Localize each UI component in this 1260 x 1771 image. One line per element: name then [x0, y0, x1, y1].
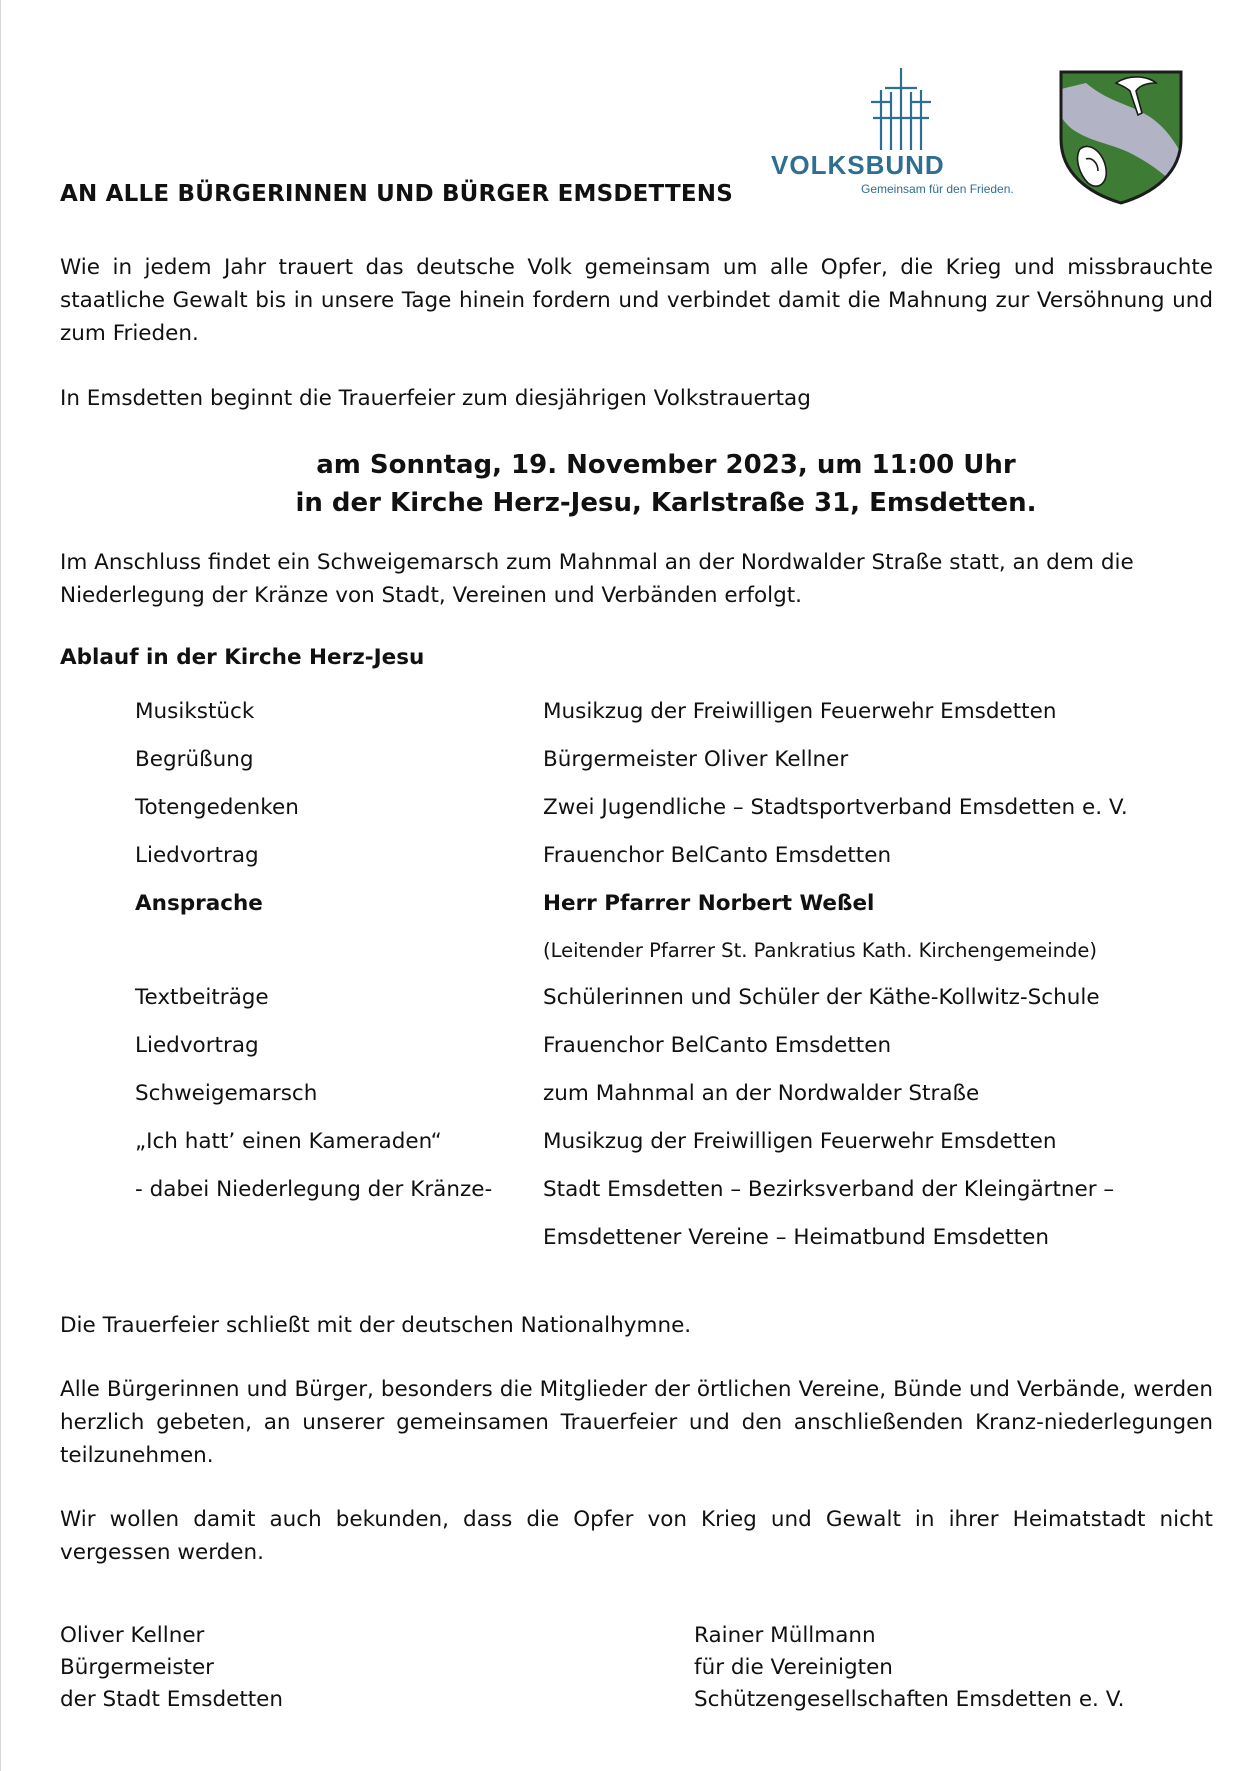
program-performer: Musikzug der Freiwilligen Feuerwehr Emsdetten [543, 699, 1057, 724]
crosses-icon [863, 66, 939, 152]
after-paragraph: Im Anschluss findet ein Schweigemarsch zum Mahnmal an der Nordwalder Straße statt, an dem die Niederlegung der Kränze von Stadt, Vereinen und Verbänden erfolgt. [60, 550, 1134, 608]
program-performer: Herr Pfarrer Norbert Weßel [543, 891, 875, 916]
program-performer: Zwei Jugendliche – Stadtsportverband Emsdetten e. V. [543, 795, 1128, 820]
begin-line: In Emsdetten beginnt die Trauerfeier zum diesjährigen Volkstrauertag [60, 386, 811, 411]
program-performer: Musikzug der Freiwilligen Feuerwehr Emsdetten [543, 1129, 1057, 1154]
program-row [135, 699, 1235, 747]
closing-paragraph-3: Wir wollen damit auch bekunden, dass die Opfer von Krieg und Gewalt in ihrer Heimatstadt nicht vergessen werden. [60, 1507, 1213, 1565]
program-item: Textbeiträge [135, 985, 269, 1010]
signature-right [694, 1620, 1125, 1716]
program-item: Ansprache [135, 891, 263, 916]
program-row [135, 1129, 1235, 1177]
program-performer: Schülerinnen und Schüler der Käthe-Kollwitz-Schule [543, 985, 1100, 1010]
program-title: Ablauf in der Kirche Herz-Jesu [60, 645, 425, 670]
program-item: Liedvortrag [135, 1033, 259, 1058]
signer-name: Rainer Müllmann [694, 1623, 876, 1648]
volksbund-name: VOLKSBUND [771, 150, 945, 180]
program-row [135, 795, 1235, 843]
program-row [135, 1081, 1235, 1129]
program-row [135, 1177, 1235, 1225]
program-item: Musikstück [135, 699, 255, 724]
program-item: „Ich hatt’ einen Kameraden“ [135, 1129, 442, 1154]
signer-role: Bürgermeister [60, 1655, 215, 1680]
program-item: Liedvortrag [135, 843, 259, 868]
closing-paragraph-2: Alle Bürgerinnen und Bürger, besonders die Mitglieder der örtlichen Vereine, Bünde und Verbände, werden herzlich gebeten, an unserer gemeinsamen Trauerfeier und den anschließenden Kranz-niederlegungen teilzunehmen. [60, 1377, 1213, 1468]
signer-name: Oliver Kellner [60, 1623, 205, 1648]
program-performer: Frauenchor BelCanto Emsdetten [543, 1033, 892, 1058]
volksbund-logo [771, 66, 1031, 206]
program-item: - dabei Niederlegung der Kränze- [135, 1177, 493, 1202]
program-row [135, 1225, 1235, 1273]
intro-paragraph: Wie in jedem Jahr trauert das deutsche Volk gemeinsam um alle Opfer, die Krieg und missbrauchte staatliche Gewalt bis in unsere Tage hinein fordern und verbindet damit die Mahnung zur Versöhnung und zum Frieden. [60, 255, 1213, 346]
program-performer: Stadt Emsdetten – Bezirksverband der Kleingärtner – [543, 1177, 1115, 1202]
program-item: Totengedenken [135, 795, 299, 820]
closing-paragraph-1: Die Trauerfeier schließt mit der deutschen Nationalhymne. [60, 1313, 692, 1338]
program-performer: Frauenchor BelCanto Emsdetten [543, 843, 892, 868]
coat-of-arms-icon [1058, 69, 1184, 205]
event-date: am Sonntag, 19. November 2023, um 11:00 Uhr [316, 450, 1016, 480]
event-details [1, 446, 1260, 522]
program-row [135, 1033, 1235, 1081]
volksbund-tagline: Gemeinsam für den Frieden. [861, 182, 1014, 196]
event-place: in der Kirche Herz-Jesu, Karlstraße 31, Emsdetten. [295, 488, 1037, 518]
program-item: Schweigemarsch [135, 1081, 318, 1106]
program-row [135, 985, 1235, 1033]
signer-org: der Stadt Emsdetten [60, 1687, 284, 1712]
program-list [135, 699, 1235, 1273]
program-performer: Emsdettener Vereine – Heimatbund Emsdetten [543, 1225, 1049, 1250]
program-performer: Bürgermeister Oliver Kellner [543, 747, 849, 772]
program-row [135, 891, 1235, 939]
signer-org: Schützengesellschaften Emsdetten e. V. [694, 1687, 1125, 1712]
program-performer: zum Mahnmal an der Nordwalder Straße [543, 1081, 980, 1106]
program-row [135, 843, 1235, 891]
signature-left [60, 1620, 283, 1716]
letter-heading: AN ALLE BÜRGERINNEN UND BÜRGER EMSDETTENS [60, 181, 733, 207]
signer-role: für die Vereinigten [694, 1655, 893, 1680]
program-row [135, 747, 1235, 795]
program-item: Begrüßung [135, 747, 254, 772]
program-note: (Leitender Pfarrer St. Pankratius Kath. Kirchengemeinde) [543, 939, 1097, 962]
program-row [135, 939, 1235, 985]
